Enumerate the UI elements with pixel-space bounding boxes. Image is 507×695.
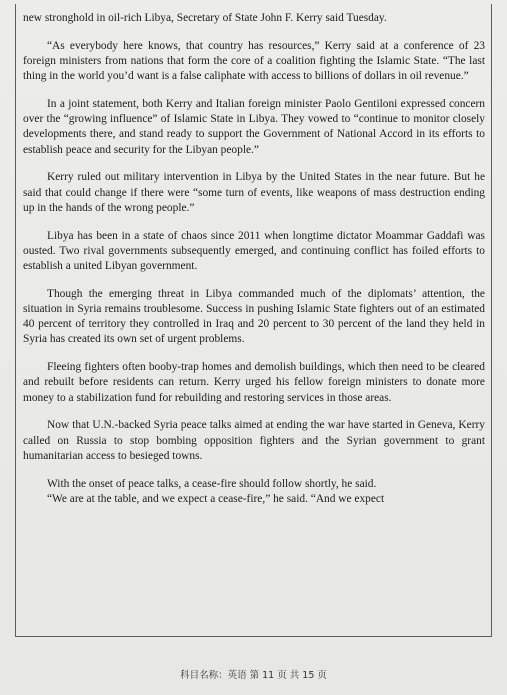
paragraph: “We are at the table, and we expect a cease-fire,” he said. “And we expect	[47, 492, 385, 505]
paragraph: Fleeing fighters often booby-trap homes and demolish buildings, which then need to be cleared and rebuilt before residents can return. Kerry urged his fellow foreign ministers to donate more money to a stabilization fund for rebuilding and restoring services in those areas.	[23, 361, 485, 404]
paragraph: Libya has been in a state of chaos since 2011 when longtime dictator Moammar Gaddafi was ousted. Two rival governments subsequently emerged, and continuing conflict has foiled efforts to establish a united Libyan government.	[23, 229, 485, 273]
paragraph: “As everybody here knows, that country has resources,” Kerry said at a conference of 23 foreign ministers from nations that form the core of a coalition fighting the Islamic State. “The last thing in the world you’d want is a false caliphate with access to billions of dollars in oil revenue.”	[23, 39, 485, 83]
paragraph: In a joint statement, both Kerry and Italian foreign minister Paolo Gentiloni expressed concern over the “growing influence” of Islamic State in Libya. They vowed to “continue to monitor closely developments there, and stand ready to support the Government of National Accord in its efforts to establish peace and security for the Libyan people.”	[23, 98, 485, 156]
paragraph: Now that U.N.-backed Syria peace talks aimed at ending the war have started in Geneva, Kerry called on Russia to stop bombing opposition fighters and the Syrian government to grant humanitarian access to besieged towns.	[23, 419, 485, 462]
paragraph: new stronghold in oil-rich Libya, Secretary of State John F. Kerry said Tuesday.	[23, 12, 387, 24]
page-footer: 科目名称：英语 第 11 页 共 15 页	[180, 670, 327, 681]
paragraph: Though the emerging threat in Libya commanded much of the diplomats’ attention, the situation in Syria remains troublesome. Success in pushing Islamic State fighters out of an estimated 40 percent of territory they controlled in Iraq and 20 percent to 30 percent of the land they held in Syria has created its own set of urgent problems.	[23, 287, 485, 346]
article-body	[23, 11, 485, 507]
paragraph: With the onset of peace talks, a cease-fire should follow shortly, he said.	[47, 477, 377, 490]
paragraph: Kerry ruled out military intervention in Libya by the United States in the near future. But he said that could change if there were “some turn of events, like weapons of mass destruction ending up in the hands of the wrong people.”	[23, 171, 485, 214]
